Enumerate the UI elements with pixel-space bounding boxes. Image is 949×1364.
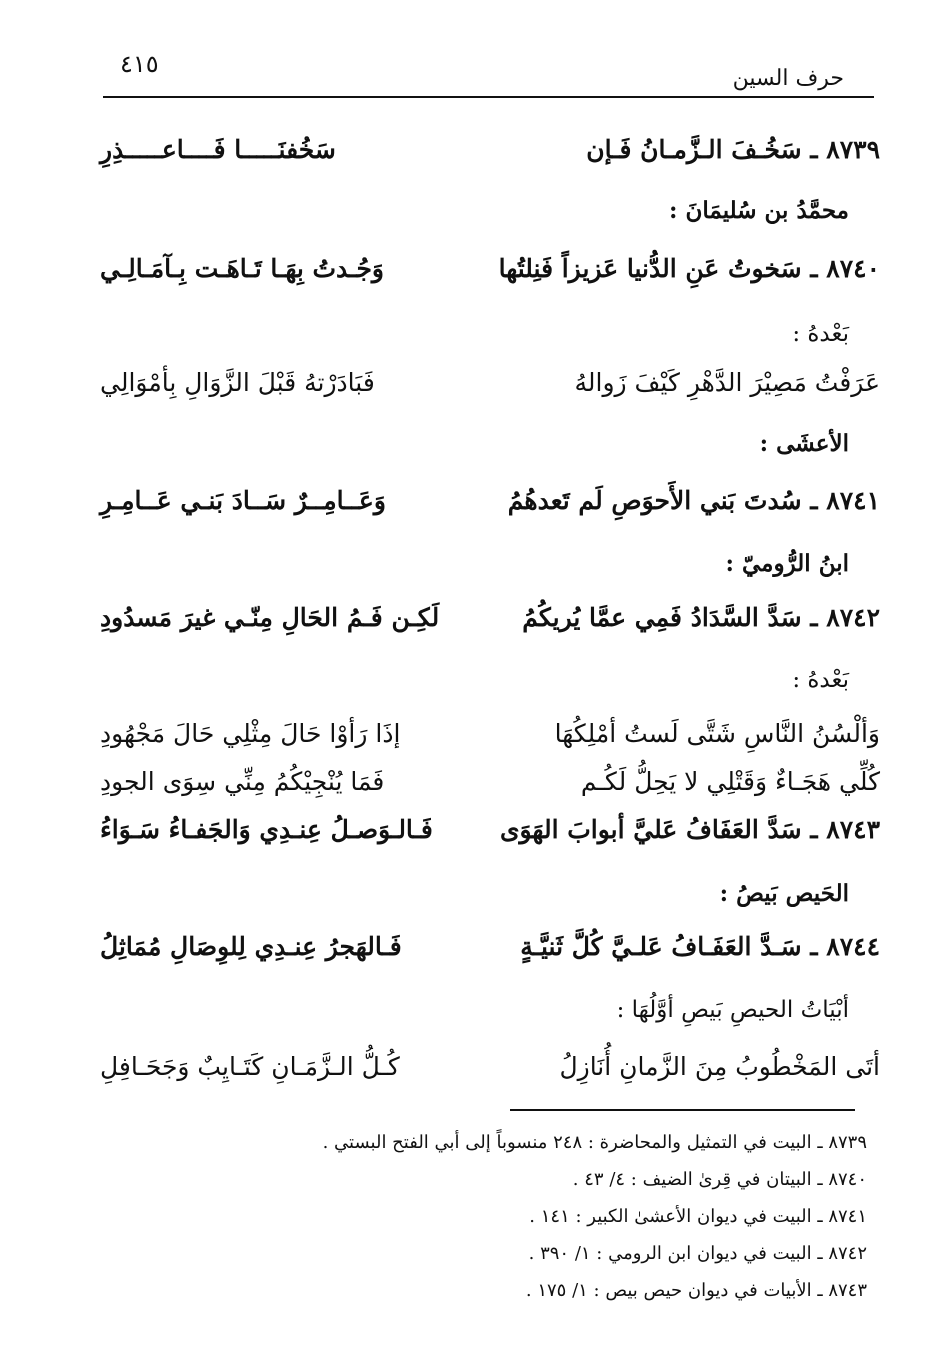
page-number: ٤١٥: [120, 50, 159, 78]
footnote-8741: ٨٧٤١ ـ البيت في ديوان الأعشىٰ الكبير : ١٤١ .: [529, 1206, 867, 1227]
verse-8740-second-hemistich: وَجُـدتُ بِهَـا تَـاهَـت بِـآمَـالِـي: [100, 254, 385, 283]
verse-8743: [100, 808, 880, 852]
verse-8744-second-hemistich: فَـالهَجرُ عِنـدِي لِلوِصَالِ مُمَاثِلُ: [100, 932, 402, 961]
verse-8743-first-hemistich: ٨٧٤٣ ـ سَدَّ العَفَافُ عَليَّ أبوابَ الهَوَى: [499, 815, 880, 844]
verse-8740-first-hemistich: ٨٧٤٠ ـ سَخوتُ عَنِ الدُّنيا عَزيزاً فَنِلتُها: [498, 254, 880, 283]
verse-8740: [100, 247, 880, 291]
verse-8739-second-hemistich: سَخُفنَـــــا فَــــاعـــــذِرِ: [100, 135, 336, 164]
verse-8739: [100, 128, 880, 172]
verse-8744b: [100, 1045, 880, 1089]
verse-8740b-first-hemistich: عَرَفْتُ مَصِيْرَ الدَّهْرِ كَيْفَ زَوالهُ: [574, 368, 880, 397]
poet-attribution-1: محمَّدُ بن سُليمَانَ :: [669, 197, 849, 224]
footnote-8740: ٨٧٤٠ ـ البيتان في قِرىٰ الضيف : ٤/ ٤٣ .: [572, 1169, 867, 1190]
verse-8742b: [100, 712, 880, 756]
verse-8742b-first-hemistich: وَألْسُنُ النَّاسِ شَتَّى لَستُ أمْلِكُهَا: [554, 719, 880, 748]
verse-8741: [100, 479, 880, 523]
after-note-2: بَعْدهُ :: [792, 667, 849, 693]
poet-attribution-2: الأعشَى :: [759, 430, 849, 457]
verse-8742c: [100, 760, 880, 804]
verse-8744b-first-hemistich: أتَى المَخْطُوبُ مِنَ الزَّمانِ أُنَازِلُ: [559, 1052, 880, 1081]
verse-8741-first-hemistich: ٨٧٤١ ـ سُدتَ بَني الأَحوَصِ لَم تَعدهُمُ: [507, 486, 880, 515]
verse-8744b-second-hemistich: كُـلُّ الـزَّمَـانِ كَتَـايِبٌ وَجَحَـافِلِ: [100, 1052, 400, 1081]
header-rule: [103, 96, 874, 98]
footnote-rule: [510, 1109, 855, 1111]
verse-8742: [100, 596, 880, 640]
verse-8739-first-hemistich: ٨٧٣٩ ـ سَخُـفَ الـزَّمـانُ فَـإن: [586, 135, 880, 164]
verse-8742c-second-hemistich: فَمَا يُنْجِيْكُمُ مِنِّي سِوَى الجودِ: [100, 767, 385, 796]
after-note-3: أبْيَاتُ الحيصِ بَيصِ أوَّلُهَا :: [616, 997, 849, 1023]
verse-8740b: [100, 361, 880, 405]
footnote-8743: ٨٧٤٣ ـ الأبيات في ديوان حيص بيص : ١/ ١٧٥ .: [525, 1280, 867, 1301]
verse-8744: [100, 925, 880, 969]
verse-8742-second-hemistich: لَكِـن فَـمُ الحَالِ مِنّـي غيرَ مَسدُودِ: [100, 603, 440, 632]
after-note-1: بَعْدهُ :: [792, 321, 849, 347]
verse-8742b-second-hemistich: إذَا رَأوْا حَالَ مِثْلِي حَالَ مَجْهُودِ: [100, 719, 401, 748]
poet-attribution-4: الحَيص بَيصُ :: [719, 880, 849, 907]
footnote-8742: ٨٧٤٢ ـ البيت في ديوان ابن الرومي : ١/ ٣٩٠ .: [528, 1243, 867, 1264]
verse-8740b-second-hemistich: فَبَادَرْتهُ قَبْلَ الزَّوَالِ بِأمْوَالِي: [100, 368, 375, 397]
verse-8741-second-hemistich: وَعَــامِــرٌ سَــادَ بَنـي عَــامِـرِ: [100, 486, 386, 515]
verse-8744-first-hemistich: ٨٧٤٤ ـ سَـدَّ العَفَـافُ عَلـيَّ كُلَّ ثَنيَّـةٍ: [520, 932, 880, 961]
chapter-title: حرف السين: [732, 66, 844, 91]
verse-8743-second-hemistich: فَـالـوَصـلُ عِنـدِي وَالجَفـاءُ سَـوَاءُ: [100, 815, 433, 844]
footnote-8739: ٨٧٣٩ ـ البيت في التمثيل والمحاضرة : ٢٤٨ منسوباً إلى أبي الفتح البستي .: [322, 1132, 867, 1153]
poet-attribution-3: ابنُ الرُّوميّ :: [725, 550, 849, 577]
verse-8742-first-hemistich: ٨٧٤٢ ـ سَدَّ السَّدَادُ فَمِي عمَّا يُريكُمُ: [522, 603, 880, 632]
verse-8742c-first-hemistich: كُلِّي هَجَـاءٌ وَقَتْلِي لا يَحِلُّ لَكُـم: [580, 767, 880, 796]
